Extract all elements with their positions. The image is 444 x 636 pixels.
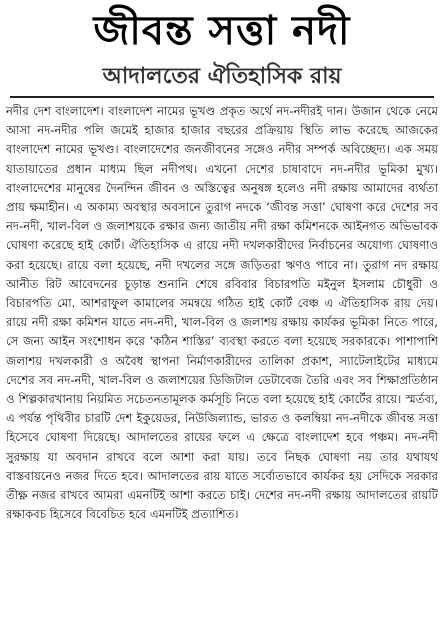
article-body: নদীর দেশ বাংলাদেশ। বাংলাদেশ নামের ভূখণ্ড প্রকৃত অর্থে নদ-নদীরই দান। উজান থেকে নেমে আসা নদ-নদীর পলি জমেই হাজার হাজার বছরের প্রক্রিয়ায় স্থিতি লাভ করেছে আজকের বাংলাদেশ নামের ভূখণ্ড। বাংলাদেশের জনজীবনের সঙ্গেও নদীর সম্পর্ক অবিচ্ছেদ্য। এক সময় যাতায়াতের প্রধান মাধ্যম ছিল নদীপথ। এখনো দেশের চাষাবাদে নদ-নদীর ভূমিকা মুখ্য। বাংলাদেশের মানুষের দৈনন্দিন জীবন ও অস্তিত্বের অনুষঙ্গ হলেও নদী রক্ষায় আমাদের ব্যর্থতা প্রায় ক্ষমাহীন। এ অকাম্য অবস্থার অবসানে তুরাগ নদকে ‘জীবন্ত সত্তা’ ঘোষণা করে দেশের সব নদ-নদী, খাল-বিল ও জলাশয়কে রক্ষার জন্য জাতীয় নদী রক্ষা কমিশনকে আইনগত অভিভাবক ঘোষণা করেছে হাই কোর্ট। ঐতিহাসিক এ রায়ে নদী দখলকারীদের নির্বাচনের অযোগ্য ঘোষণাও করা হয়েছে। রায়ে বলা হয়েছে, নদী দখলের সঙ্গে জড়িতরা ঋণও পাবে না। তুরাগ নদ রক্ষায় আনীত রিট আবেদনের চূড়ান্ত শুনানি শেষে রবিবার বিচারপতি মইনুল ইসলাম চৌধুরী ও বিচারপতি মো. আশরাফুল কামালের সমন্বয়ে গঠিত হাই কোর্ট বেঞ্চ এ ঐতিহাসিক রায় দেয়। রায়ে নদী রক্ষা কমিশন যাতে নদ-নদী, খাল-বিল ও জলাশয় রক্ষায় কার্যকর ভূমিকা নিতে পারে, সে জন্য আইন সংশোধন করে ‘কঠিন শাস্তির’ ব্যবস্থা করতে বলা হয়েছে সরকারকে। পাশাপাশি জলাশয় দখলকারী ও অবৈধ স্থাপনা নির্মাণকারীদের তালিকা প্রকাশ, স্যাটেলাইটের মাধ্যমে দেশের সব নদ-নদী, খাল-বিল ও জলাশয়ের ডিজিটাল ডেটাবেজ তৈরি এবং সব শিক্ষাপ্রতিষ্ঠান ও শিল্পকারখানায় নিয়মিত সচেতনতামূলক কর্মসূচি নিতে বলা হয়েছে হাই কোর্টের রায়ে। স্মর্তব্য, এ পর্যন্ত পৃথিবীর চারটি দেশ ইকুয়েডর, নিউজিল্যান্ড, ভারত ও কলম্বিয়া নদ-নদীকে জীবন্ত সত্তা হিসেবে ঘোষণা দিয়েছে। আদালতের রায়ের ফলে এ ক্ষেত্রে বাংলাদেশ হবে পঞ্চম। নদ-নদী সুরক্ষায় যা অবদান রাখবে বলে আশা করা যায়। তবে নিছক ঘোষণা নয় তার যথাযথ বাস্তবায়নেও নজর দিতে হবে। আদালতের রায় যাতে সর্বোতভাবে কার্যকর হয় সেদিকে সরকার তীক্ষ্ণ নজর রাখবে আমরা এমনটিই আশা করতে চাই। দেশের নদ-নদী রক্ষায় আদালতের রায়টি রক্ষাকবচ হিসেবে বিবেচিত হবে এমনটিই প্রত্যাশিত। bbox=[6, 104, 438, 522]
headline-divider bbox=[10, 96, 434, 98]
article-subheadline: আদালতের ঐতিহাসিক রায় bbox=[102, 64, 342, 89]
article-headline: জীবন্ত সত্তা নদী bbox=[93, 8, 351, 54]
